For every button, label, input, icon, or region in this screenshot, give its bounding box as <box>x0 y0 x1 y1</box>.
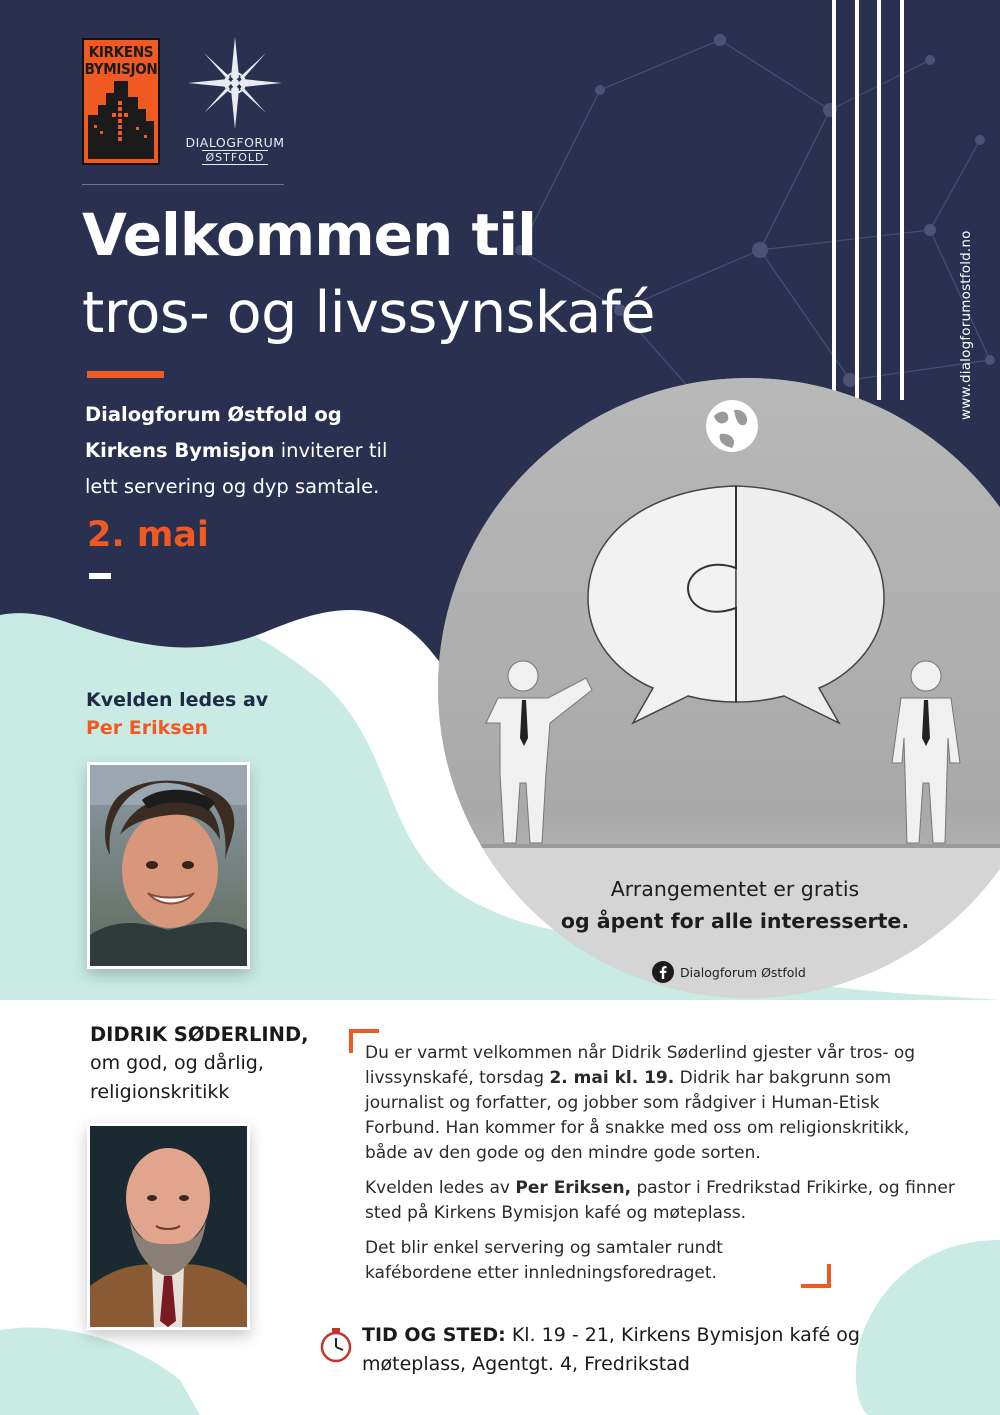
time-and-place <box>362 1321 882 1379</box>
host-name: Per Eriksen <box>86 717 209 739</box>
host-photo <box>87 762 250 969</box>
quote-bracket-bottom <box>801 1264 831 1288</box>
city-cross-icon <box>88 75 154 159</box>
when-text: Kl. 19 - 21, Kirkens Bymisjon kafé og møteplass, Agentgt. 4, Fredrikstad <box>362 1324 860 1375</box>
intro-rest2: lett servering og dyp samtale. <box>85 475 380 498</box>
dialogforum-logo <box>180 35 290 185</box>
body-paragraph-2: Kvelden ledes av Per Eriksen, pastor i Fredrikstad Frikirke, og finner sted på Kirkens Bymisjon kafé og møteplass. <box>365 1178 955 1223</box>
intro-text <box>85 397 445 505</box>
facebook-label: Dialogforum Østfold <box>680 964 806 980</box>
globe-icon <box>706 400 758 452</box>
speaker-name: DIDRIK SØDERLIND, <box>90 1023 309 1046</box>
when-label: TID OG STED: <box>362 1324 506 1346</box>
page-title-line1: Velkommen til <box>82 201 536 269</box>
star-compass-icon <box>180 35 290 131</box>
free-line1: Arrangementet er gratis <box>610 877 860 901</box>
speaker-portrait <box>90 1126 247 1327</box>
df-logo-name: DIALOGFORUM <box>185 135 285 150</box>
free-line2: og åpent for alle interesserte. <box>560 909 910 933</box>
kirkens-bymisjon-logo <box>82 38 160 165</box>
website-url[interactable]: www.dialogforumostfold.no <box>958 230 974 420</box>
intro-org2: Kirkens Bymisjon <box>85 439 275 462</box>
df-logo-region: ØSTFOLD <box>180 151 290 164</box>
intro-rest1: inviterer til <box>274 439 388 462</box>
body-paragraph-1: Du er varmt velkommen når Didrik Søderlind gjester vår tros- og livssynskafé, torsdag 2. mai kl. 19. Didrik har bakgrunn som journalist og forfatter, og jobber som rådgiver i Human-Etisk Forbund. Han kommer for å snakke med oss om religionskritikk, både av den gode og den mindre gode sorten. <box>365 1043 916 1163</box>
host-portrait <box>90 765 247 966</box>
speaker-topic: om god, og dårlig, religionskritikk <box>90 1052 264 1103</box>
facebook-link[interactable] <box>652 961 806 983</box>
host-label: Kvelden ledes av <box>86 689 269 711</box>
body-paragraph-3: Det blir enkel servering og samtaler rundt kafébordene etter innledningsforedraget. <box>365 1238 723 1283</box>
event-date: 2. mai <box>87 515 209 555</box>
intro-org1: Dialogforum Østfold og <box>85 403 342 426</box>
speaker-photo <box>87 1123 250 1330</box>
accent-bar <box>87 371 164 378</box>
kb-logo-line1: KIRKENS <box>88 43 154 61</box>
logo-divider <box>82 184 284 185</box>
kb-logo-line2: BYMISJON <box>84 60 158 78</box>
clock-icon <box>319 1326 353 1364</box>
body-text <box>365 1041 955 1296</box>
facebook-icon <box>652 961 674 983</box>
page-title-line2: tros- og livssynskafé <box>82 280 655 346</box>
date-divider <box>89 573 111 579</box>
